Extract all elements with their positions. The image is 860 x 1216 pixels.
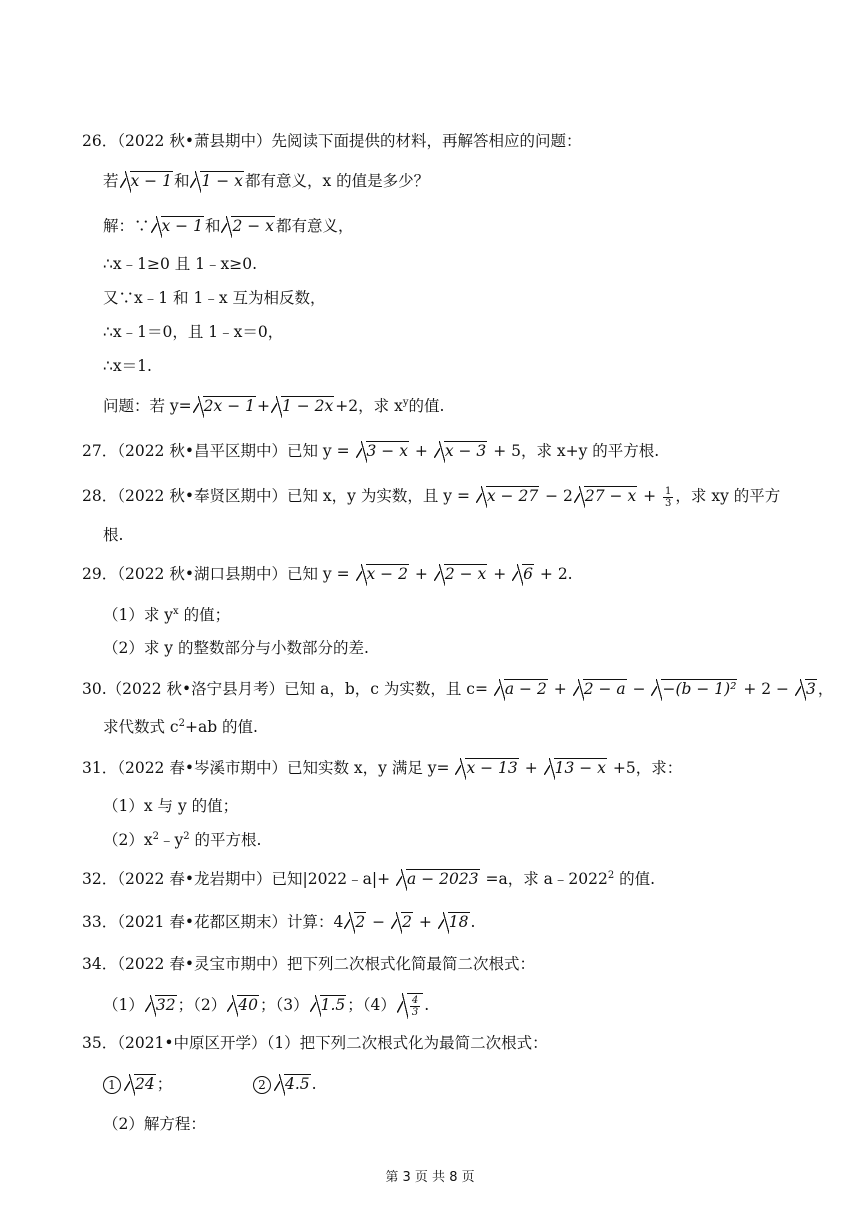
q26-line2: 解：∵ x − 1 和 2 − x 都有意义， bbox=[103, 217, 354, 235]
sqrt-expr: 2x − 1 bbox=[193, 395, 256, 417]
q26-line6: ∴x＝1. bbox=[103, 357, 152, 375]
sqrt-expr: 1 − x bbox=[190, 170, 243, 192]
q28-line2: 根. bbox=[103, 526, 124, 544]
q33: 33．（2021 春•花都区期末）计算：4 2 − 2 + 18 . bbox=[82, 913, 476, 931]
q29: 29．（2022 秋•湖口县期中）已知 y = x − 2 + 2 − x + 6 + 2. bbox=[82, 565, 573, 583]
circled-number: 2 bbox=[253, 1076, 271, 1094]
q26-line1: 若 x − 1 和 1 − x 都有意义，x 的值是多少？ bbox=[103, 172, 430, 190]
sqrt-expr: x − 1 bbox=[151, 215, 204, 237]
sqrt-expr: x − 27 bbox=[476, 485, 539, 507]
sqrt-expr: 2 bbox=[344, 911, 366, 933]
sqrt-expr: x − 13 bbox=[455, 757, 518, 779]
q31: 31．（2022 春•岑溪市期中）已知实数 x，y 满足 y= x − 13 + 13 − x +5，求： bbox=[82, 759, 683, 777]
fraction: $\frac{1}{3}$ bbox=[665, 485, 672, 509]
sqrt-expr: −(b − 1)² bbox=[651, 678, 737, 700]
q26-line3: ∴x﹣1≥0 且 1﹣x≥0. bbox=[103, 255, 258, 273]
page-footer: 第 3 页 共 8 页 bbox=[385, 1170, 475, 1185]
sqrt-expr: 40 bbox=[227, 994, 259, 1016]
q29-sub1: （1）求 $y^x$ 的值； bbox=[103, 606, 231, 624]
q27: 27．（2022 秋•昌平区期中）已知 y = 3 − x + x − 3 + 5，求 x+y 的平方根. bbox=[82, 442, 660, 460]
sqrt-expr: 3 bbox=[795, 678, 817, 700]
sqrt-expr: 2 − x bbox=[434, 563, 487, 585]
sqrt-expr: 3 − x bbox=[356, 440, 409, 462]
sqrt-expr: 1.5 bbox=[310, 994, 347, 1016]
q26-question: 问题：若 y= 2x − 1 + 1 − 2x +2，求 $x^y$的值. bbox=[103, 397, 445, 415]
sqrt-expr: 2 − a bbox=[573, 678, 627, 700]
q30: 30.（2022 秋•洛宁县月考）已知 a，b，c 为实数，且 c= a − 2 + 2 − a − −(b − 1)² + 2 − 3 ， bbox=[82, 680, 834, 698]
sqrt-expr: 4.5 bbox=[274, 1073, 311, 1095]
sqrt-expr: a − 2023 bbox=[396, 868, 480, 890]
q35-heading: 35．（2021•中原区开学）（1）把下列二次根式化为最简二次根式： bbox=[82, 1034, 548, 1052]
q26-heading: 26．（2022 秋•萧县期中）先阅读下面提供的材料，再解答相应的问题： bbox=[82, 132, 582, 150]
q30-line2: 求代数式 $c^2+ab$ 的值. bbox=[103, 718, 258, 736]
q26-line5: ∴x﹣1＝0，且 1﹣x＝0， bbox=[103, 323, 284, 341]
sqrt-expr: 2 − x bbox=[221, 215, 274, 237]
sqrt-fraction bbox=[397, 992, 423, 1018]
sqrt-expr: 1 − 2x bbox=[271, 395, 334, 417]
sqrt-expr: 6 bbox=[512, 563, 534, 585]
sqrt-expr: 13 − x bbox=[544, 757, 607, 779]
sqrt-expr: x − 2 bbox=[356, 563, 409, 585]
q32: 32．（2022 春•龙岩期中）已知|2022﹣a|+ a − 2023 =a，求 a﹣2022$^2$ 的值. bbox=[82, 870, 656, 888]
q31-sub2: $(2)x^2﹣y^2$ 的平方根. bbox=[103, 831, 262, 849]
sqrt-expr: x − 3 bbox=[434, 440, 487, 462]
q31-sub1: （1）x 与 y 的值； bbox=[103, 797, 239, 815]
sqrt-expr: 27 − x bbox=[574, 485, 637, 507]
sqrt-expr: 32 bbox=[145, 994, 177, 1016]
q35-item1: 1 24 ； bbox=[103, 1073, 172, 1095]
fraction: $\frac{4}{3}$ bbox=[411, 994, 419, 1018]
q26-line4: 又∵x﹣1 和 1﹣x 互为相反数， bbox=[103, 289, 326, 307]
q29-sub2: （2）求 y 的整数部分与小数部分的差. bbox=[103, 639, 369, 657]
sqrt-expr: x − 1 bbox=[120, 170, 173, 192]
q35-item2: 2 4.5 . bbox=[253, 1073, 317, 1095]
sqrt-expr: 24 bbox=[124, 1073, 156, 1095]
sqrt-expr: 18 bbox=[438, 911, 470, 933]
q28: 28．（2022 秋•奉贤区期中）已知 x，y 为实数，且 y = x − 27 − 2 27 − x + $\frac{1}{3}$ ，求 xy 的平方 bbox=[82, 485, 781, 509]
sqrt-expr: 2 bbox=[391, 911, 413, 933]
q35-sub2: （2）解方程： bbox=[103, 1115, 206, 1133]
q34-items: （1） 32 ；（2） 40 ；（3） 1.5 ；（4） $\frac{4}{3}$ . bbox=[103, 992, 429, 1018]
circled-number: 1 bbox=[103, 1076, 121, 1094]
q34-heading: 34．（2022 春•灵宝市期中）把下列二次根式化简最简二次根式： bbox=[82, 955, 535, 973]
sqrt-expr: a − 2 bbox=[494, 678, 548, 700]
